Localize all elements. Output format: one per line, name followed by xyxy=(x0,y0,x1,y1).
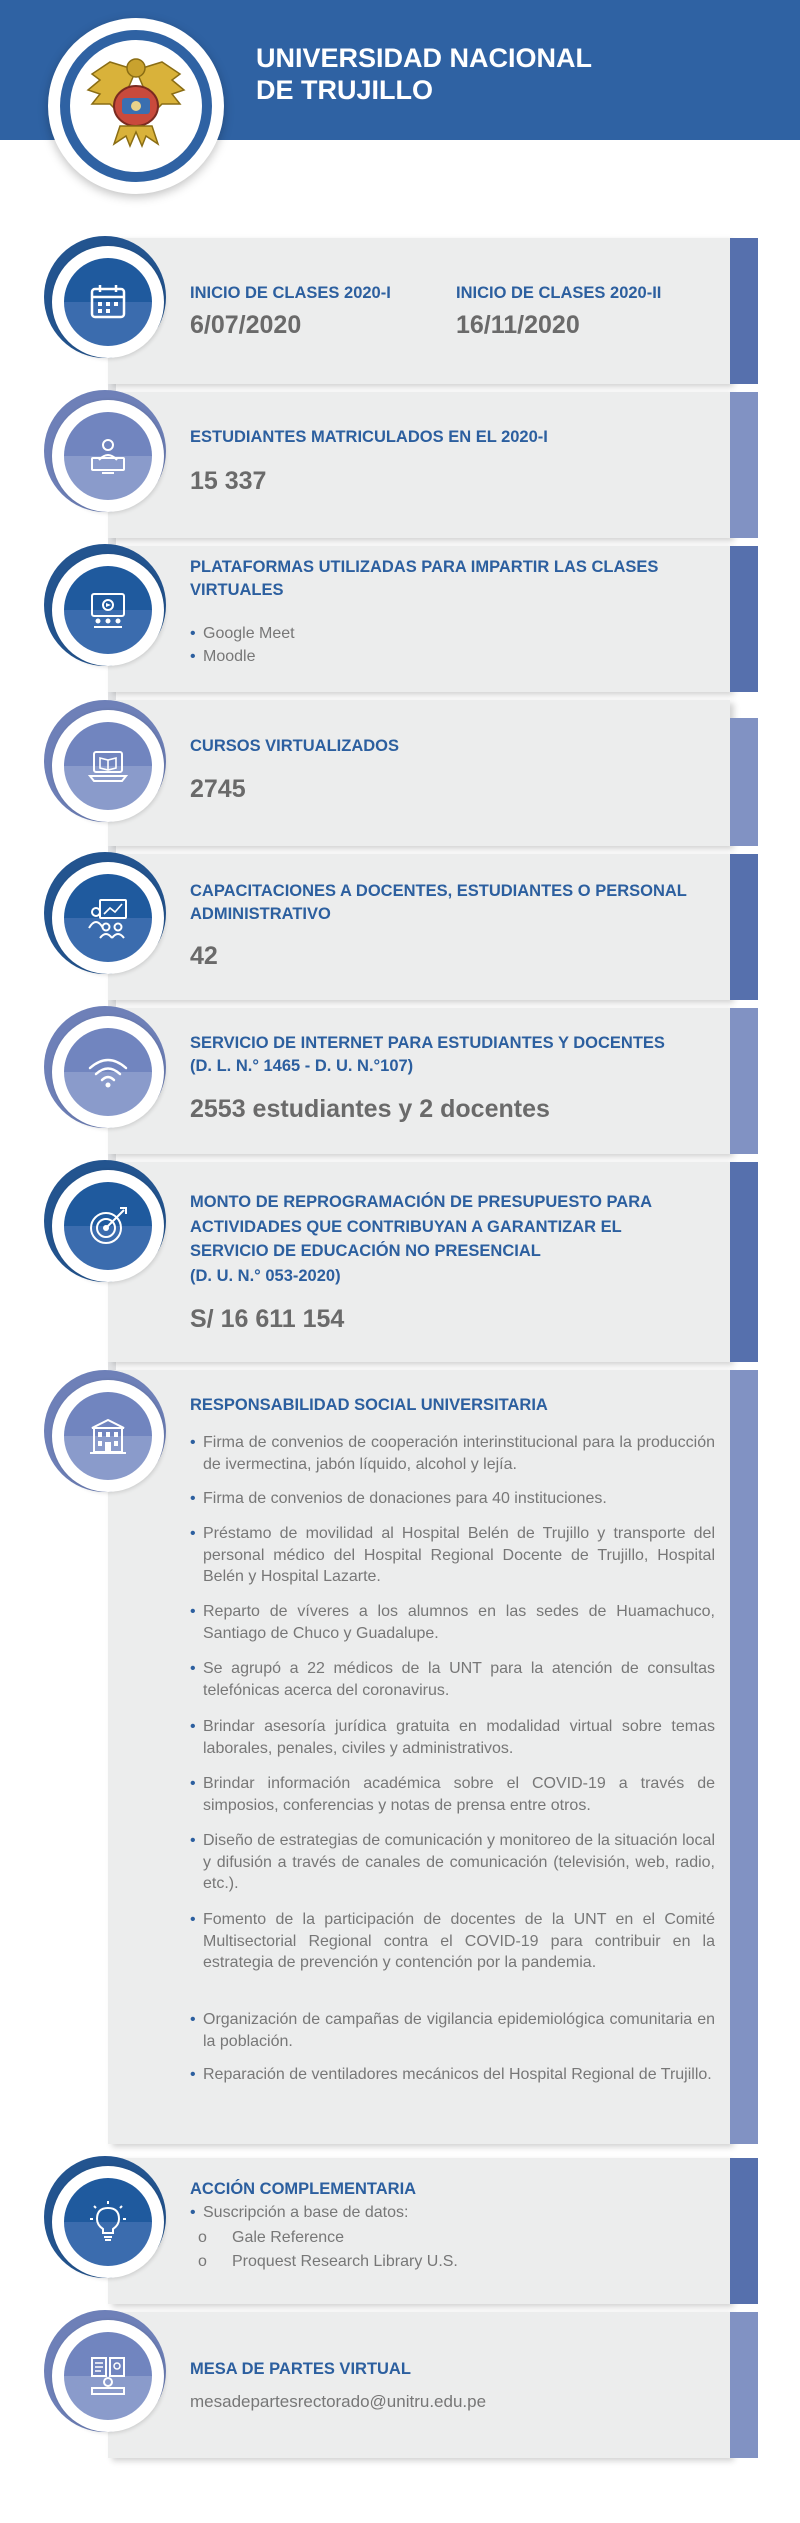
rsu-item: • Brindar asesoría jurídica gratuita en modalidad virtual sobre temas laborales, penales, civiles y administrativos. xyxy=(190,1716,715,1759)
capacitaciones-value: 42 xyxy=(190,942,218,970)
accion-item: • Suscripción a base de datos: xyxy=(190,2202,715,2224)
rsu-item: • Préstamo de movilidad al Hospital Belén de Trujillo y transporte del personal médico del Hospital Regional Docente de Trujillo, Hospital Belén y Hospital Lazarte. xyxy=(190,1523,715,1588)
section-badge xyxy=(52,1016,164,1128)
presupuesto-value: S/ 16 611 154 xyxy=(190,1305,345,1333)
rsu-item: • Reparación de ventiladores mecánicos del Hospital Regional de Trujillo. xyxy=(190,2064,715,2086)
lightbulb-icon xyxy=(86,2200,130,2244)
section-bar xyxy=(730,854,758,1000)
rsu-item: • Firma de convenios de cooperación interinstitucional para la producción de ivermectina, jabón líquido, alcohol y lejía. xyxy=(190,1432,715,1475)
capacitaciones-label: CAPACITACIONES A DOCENTES, ESTUDIANTES O PERSONAL ADMINISTRATIVO xyxy=(190,882,687,923)
section-badge xyxy=(52,1170,164,1282)
section-badge xyxy=(52,2166,164,2278)
section-bar xyxy=(730,392,758,538)
calendar-icon xyxy=(86,280,130,324)
inicio-2020-1-label: INICIO DE CLASES 2020-I xyxy=(190,284,391,302)
section-bar xyxy=(730,546,758,692)
section-matriculados xyxy=(108,392,730,538)
mesa-email: mesadepartesrectorado@unitru.edu.pe xyxy=(190,2392,487,2411)
section-badge xyxy=(52,400,164,512)
rsu-item: • Firma de convenios de donaciones para 40 instituciones. xyxy=(190,1488,715,1510)
inicio-2020-2-label: INICIO DE CLASES 2020-II xyxy=(456,284,662,302)
section-bar xyxy=(730,1370,758,2144)
accion-subitem: o Gale Reference xyxy=(232,2226,344,2250)
section-mesa-de-partes xyxy=(108,2312,730,2458)
rsu-item: • Reparto de víveres a los alumnos en las sedes de Huamachuco, Santiago de Chuco y Guadalupe. xyxy=(190,1601,715,1644)
section-bar xyxy=(730,718,758,846)
section-badge xyxy=(52,710,164,822)
inicio-2020-2-value: 16/11/2020 xyxy=(456,311,580,339)
rsu-item: • Fomento de la participación de docentes de la UNT en el Comité Multisectorial Regional contra el COVID-19 para contribuir en la estrategia de prevención y contención por la pandemia. xyxy=(190,1909,715,1974)
rsu-item: • Se agrupó a 22 médicos de la UNT para la atención de consultas telefónicas acerca del coronavirus. xyxy=(190,1658,715,1701)
internet-label: SERVICIO DE INTERNET PARA ESTUDIANTES Y DOCENTES (D. L. N.° 1465 - D. U. N.°107) xyxy=(190,1034,665,1075)
rsu-item: • Brindar información académica sobre el COVID-19 a través de simposios, conferencias y notas de prensa entre otros. xyxy=(190,1773,715,1816)
accion-subitem: o Proquest Research Library U.S. xyxy=(232,2250,458,2274)
section-bar xyxy=(730,1008,758,1154)
section-badge xyxy=(52,2320,164,2432)
building-icon xyxy=(86,1414,130,1458)
accion-label: ACCIÓN COMPLEMENTARIA xyxy=(190,2180,417,2198)
rsu-label: RESPONSABILIDAD SOCIAL UNIVERSITARIA xyxy=(190,1396,548,1414)
cursos-label: CURSOS VIRTUALIZADOS xyxy=(190,737,400,755)
university-title: UNIVERSIDAD NACIONAL DE TRUJILLO xyxy=(256,43,593,105)
training-board-icon xyxy=(86,896,130,940)
presupuesto-label: MONTO DE REPROGRAMACIÓN DE PRESUPUESTO PARA ACTIVIDADES QUE CONTRIBUYAN A GARANTIZAR EL SERVICIO DE EDUCACIÓN NO PRESENCIAL (D. U. N.° 053-2020) xyxy=(190,1193,653,1285)
section-bar xyxy=(730,238,758,384)
section-badge xyxy=(52,246,164,358)
internet-value: 2553 estudiantes y 2 docentes xyxy=(190,1095,550,1123)
section-internet xyxy=(108,1008,730,1154)
section-capacitaciones xyxy=(108,854,730,1000)
plataforma-item: • Google Meet xyxy=(190,623,715,645)
target-icon xyxy=(86,1204,130,1248)
matriculados-label: ESTUDIANTES MATRICULADOS EN EL 2020-I xyxy=(190,428,548,446)
section-badge xyxy=(52,554,164,666)
eagle-crest-icon xyxy=(70,40,202,172)
plataformas-label: PLATAFORMAS UTILIZADAS PARA IMPARTIR LAS CLASES VIRTUALES xyxy=(190,558,659,599)
mesa-label: MESA DE PARTES VIRTUAL xyxy=(190,2360,411,2378)
university-logo xyxy=(48,18,224,194)
plataforma-item: • Moodle xyxy=(190,646,715,668)
cursos-value: 2745 xyxy=(190,775,246,803)
rsu-item: • Diseño de estrategias de comunicación y monitoreo de la situación local y difusión a través de canales de comunicación (televisión, web, radio, etc.). xyxy=(190,1830,715,1895)
section-bar xyxy=(730,2312,758,2458)
section-bar xyxy=(730,2158,758,2304)
video-conference-icon xyxy=(86,588,130,632)
laptop-book-icon xyxy=(86,744,130,788)
student-computer-icon xyxy=(86,434,130,478)
wifi-icon xyxy=(86,1050,130,1094)
inicio-2020-1-value: 6/07/2020 xyxy=(190,311,302,339)
section-badge xyxy=(52,862,164,974)
matriculados-value: 15 337 xyxy=(190,467,267,495)
rsu-item: • Organización de campañas de vigilancia epidemiológica comunitaria en la población. xyxy=(190,2009,715,2052)
section-badge xyxy=(52,1380,164,1492)
section-bar xyxy=(730,1162,758,1362)
section-cursos xyxy=(108,700,730,846)
documents-desk-icon xyxy=(86,2354,130,2398)
